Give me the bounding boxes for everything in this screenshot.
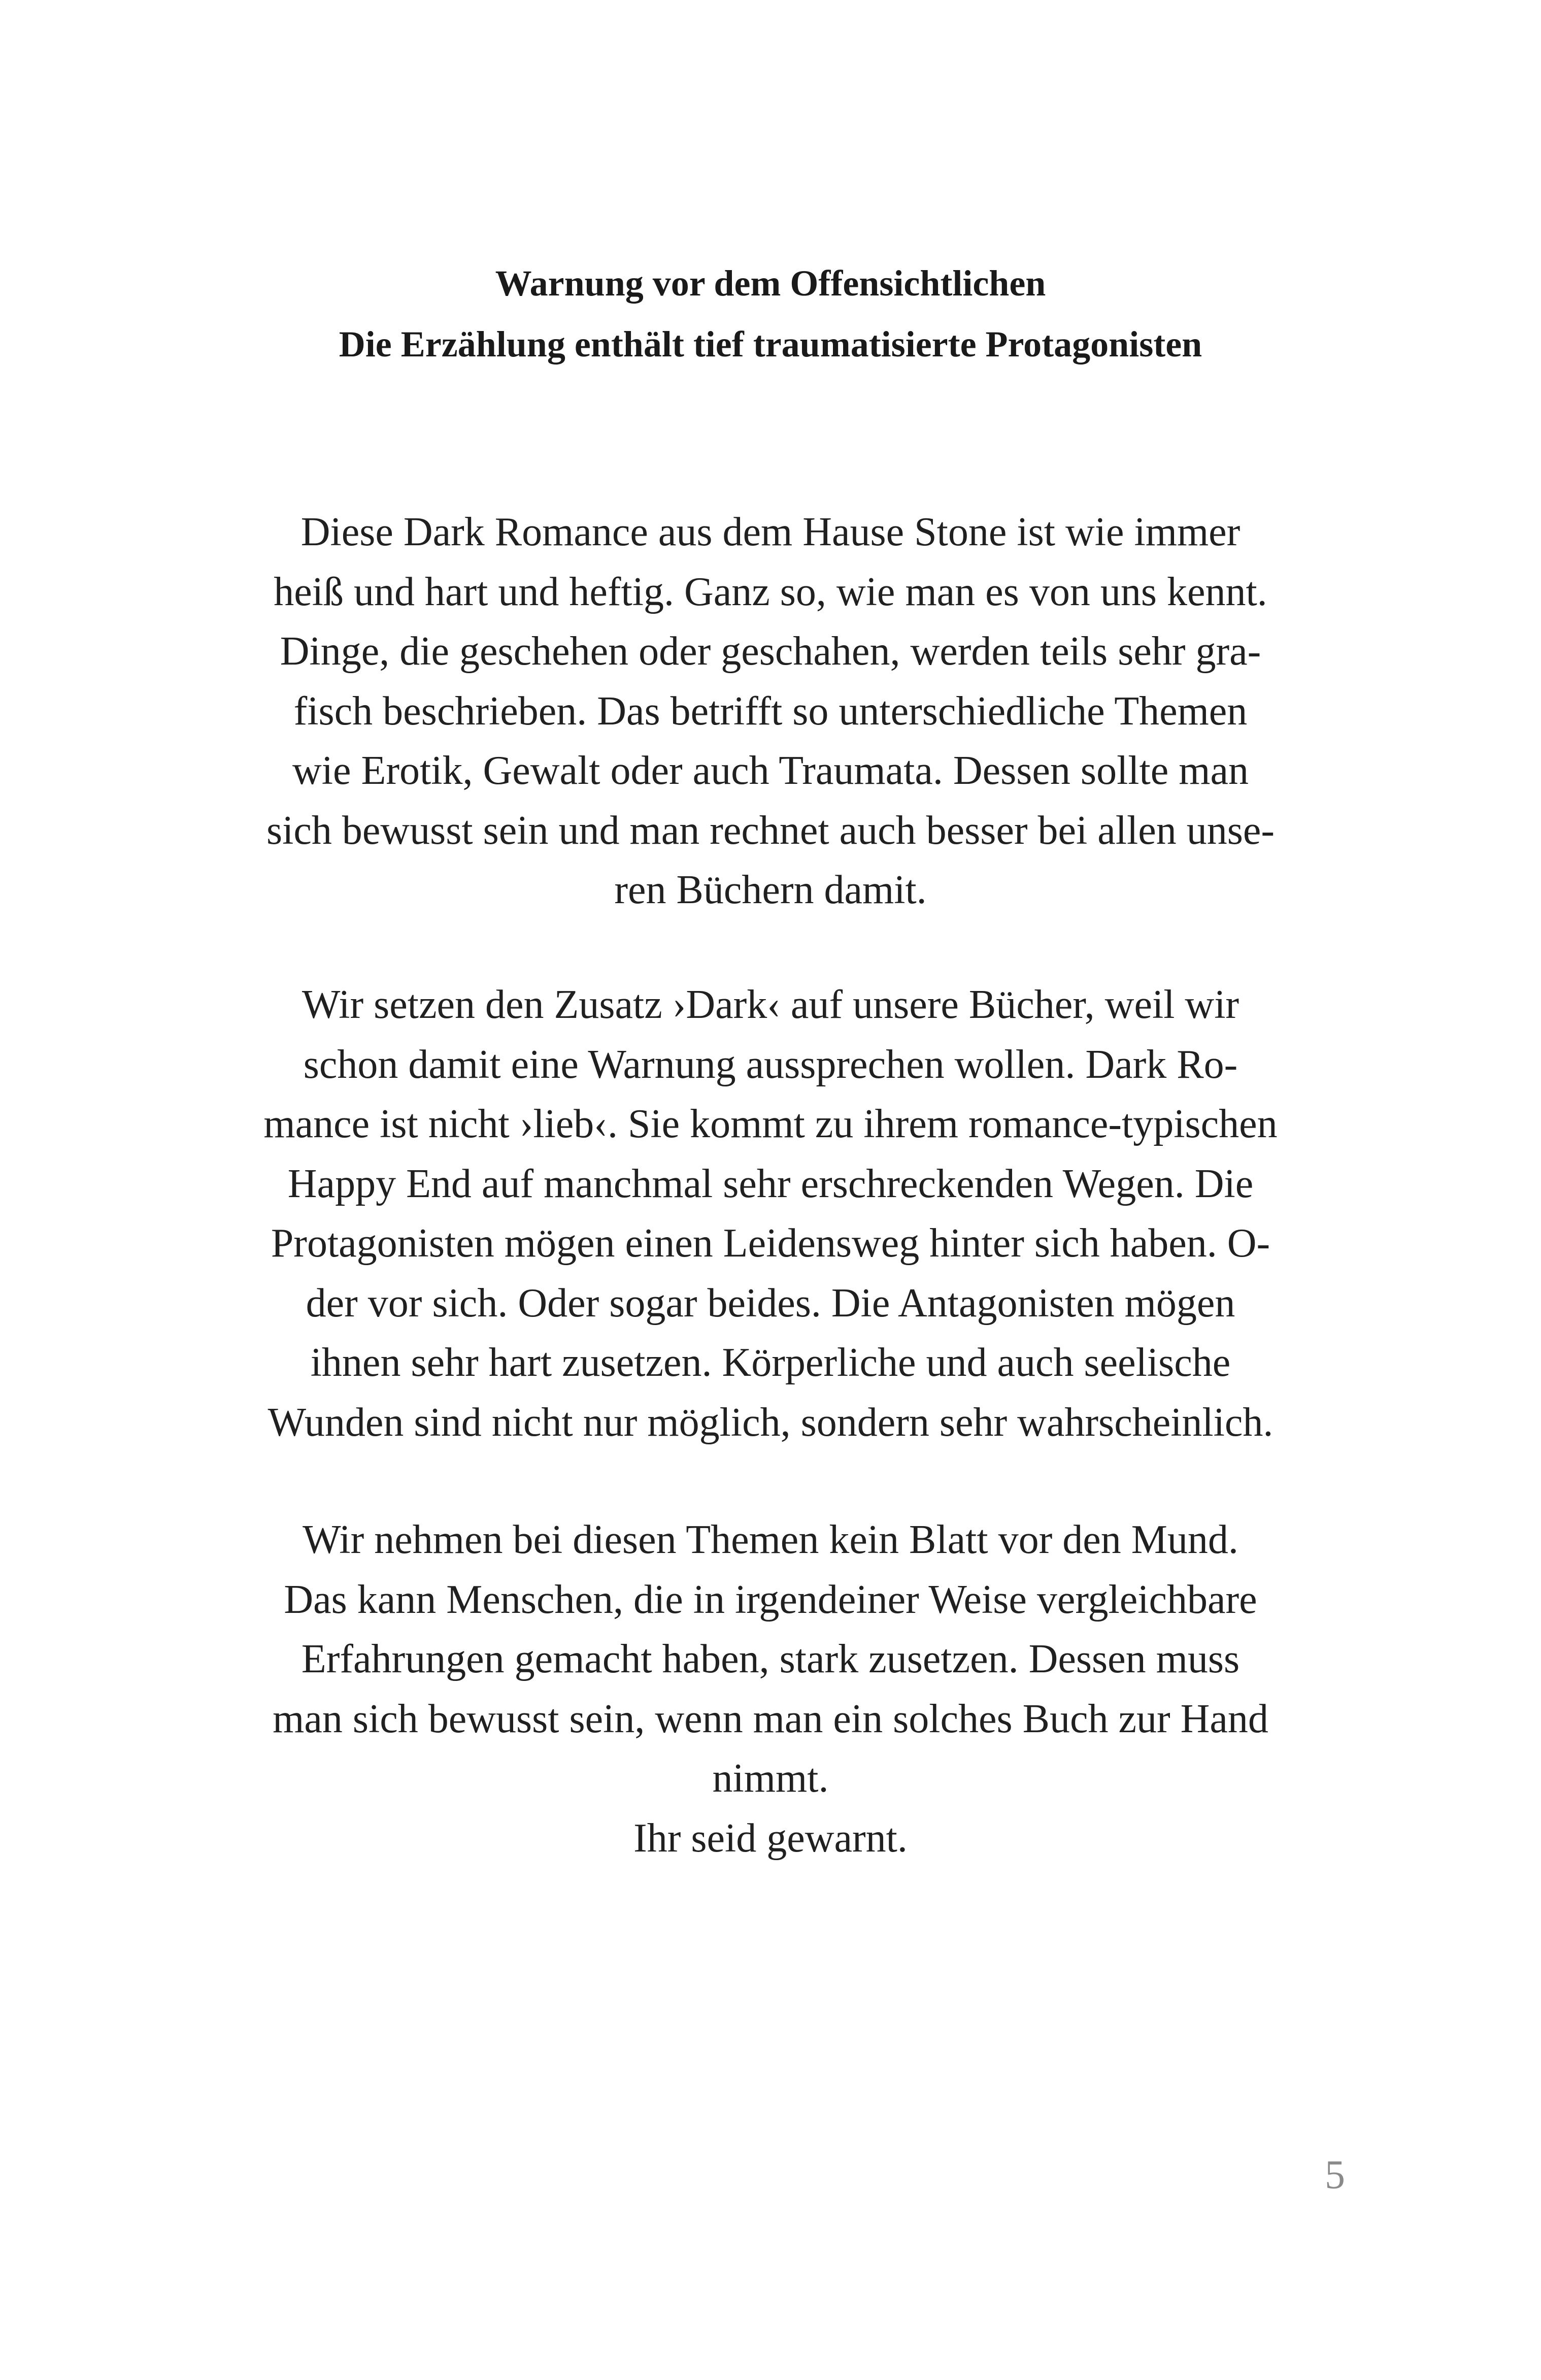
paragraph-3-line-5: nimmt. bbox=[712, 1756, 829, 1801]
paragraph-2-line-1: Wir setzen den Zusatz ›Dark‹ auf unsere Bücher, weil wir bbox=[302, 982, 1240, 1027]
paragraph-2-line-4: Happy End auf manchmal sehr erschreckenden Wegen. Die bbox=[287, 1162, 1254, 1206]
page-number: 5 bbox=[1325, 2153, 1345, 2197]
heading-line-1: Warnung vor dem Offensichtlichen bbox=[495, 263, 1046, 304]
paragraph-3-line-4: man sich bewusst sein, wenn man ein solches Buch zur Hand bbox=[273, 1697, 1268, 1741]
paragraph-1-line-4: fisch beschrieben. Das betrifft so unterschiedliche Themen bbox=[293, 689, 1248, 734]
paragraph-3-line-6: Ihr seid gewarnt. bbox=[633, 1816, 908, 1861]
paragraph-1-line-2: heiß und hart und heftig. Ganz so, wie man es von uns kennt. bbox=[274, 570, 1267, 614]
paragraph-2-line-3: mance ist nicht ›lieb‹. Sie kommt zu ihrem romance-typischen bbox=[263, 1102, 1278, 1146]
paragraph-2-line-2: schon damit eine Warnung aussprechen wollen. Dark Ro- bbox=[303, 1042, 1238, 1087]
paragraph-2-line-5: Protagonisten mögen einen Leidensweg hinter sich haben. O- bbox=[271, 1221, 1270, 1266]
paragraph-1-line-6: sich bewusst sein und man rechnet auch besser bei allen unse- bbox=[266, 808, 1275, 853]
paragraph-3-line-2: Das kann Menschen, die in irgendeiner Weise vergleichbare bbox=[284, 1577, 1257, 1622]
paragraph-3-line-1: Wir nehmen bei diesen Themen kein Blatt vor den Mund. bbox=[303, 1517, 1238, 1562]
paragraph-2-line-6: der vor sich. Oder sogar beides. Die Antagonisten mögen bbox=[306, 1281, 1235, 1326]
paragraph-2-line-8: Wunden sind nicht nur möglich, sondern sehr wahrscheinlich. bbox=[267, 1400, 1274, 1445]
paragraph-1-line-3: Dinge, die geschehen oder geschahen, werden teils sehr gra- bbox=[280, 629, 1261, 674]
heading-line-2: Die Erzählung enthält tief traumatisierte Protagonisten bbox=[339, 324, 1202, 365]
paragraph-1-line-5: wie Erotik, Gewalt oder auch Traumata. Dessen sollte man bbox=[292, 748, 1249, 793]
paragraph-1-line-7: ren Büchern damit. bbox=[614, 868, 927, 912]
paragraph-1-line-1: Diese Dark Romance aus dem Hause Stone ist wie immer bbox=[300, 510, 1241, 554]
paragraph-2-line-7: ihnen sehr hart zusetzen. Körperliche und auch seelische bbox=[310, 1340, 1231, 1385]
paragraph-3-line-3: Erfahrungen gemacht haben, stark zusetzen. Dessen muss bbox=[301, 1637, 1240, 1681]
